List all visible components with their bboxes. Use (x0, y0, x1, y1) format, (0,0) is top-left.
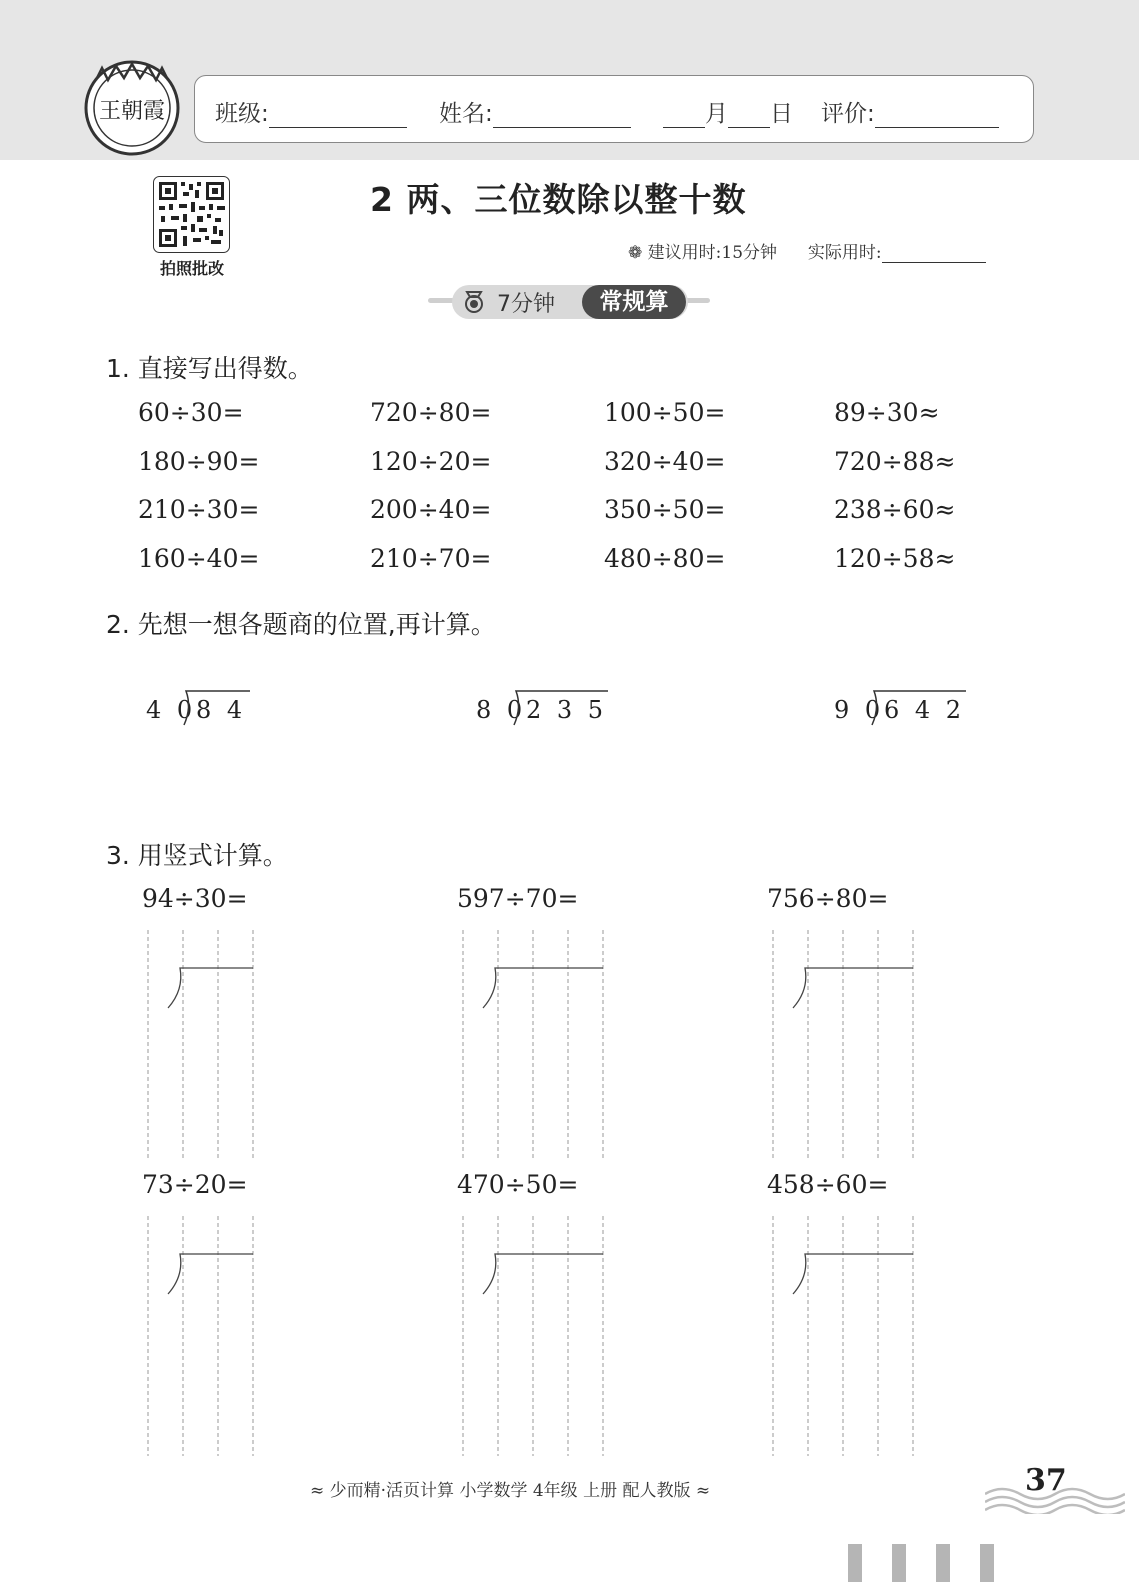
day-field[interactable] (728, 101, 770, 128)
work-grid[interactable] (765, 930, 925, 1158)
q1-item: 720÷88≈ (834, 447, 956, 476)
class-label: 班级: (215, 101, 269, 127)
q2-heading: 2. 先想一想各题商的位置,再计算。 (106, 610, 496, 639)
dividend: 8 4 (196, 696, 247, 724)
wave-icon: ≈ (310, 1481, 330, 1501)
actual-time-label: 实际用时: (807, 243, 882, 263)
divisor: 9 0 (834, 696, 885, 724)
q1-item: 60÷30= (138, 398, 244, 427)
qr-code-icon[interactable] (153, 176, 230, 253)
divisor: 8 0 (476, 696, 527, 724)
q3-item: 756÷80= (767, 884, 889, 913)
student-info-box (194, 75, 1034, 143)
medal-icon (462, 290, 486, 314)
work-grid[interactable] (140, 1216, 260, 1456)
q1-item: 100÷50= (604, 398, 726, 427)
logo-text: 王朝霞 (98, 99, 166, 124)
name-field[interactable] (493, 101, 631, 128)
divisor: 4 0 (146, 696, 197, 724)
q1-item: 210÷30= (138, 495, 260, 524)
edge-tab (892, 1544, 906, 1582)
work-grid[interactable] (455, 1216, 615, 1456)
wave-icon: ≈ (690, 1481, 711, 1501)
pill-duration: 7分钟 (497, 292, 555, 317)
edge-tab (980, 1544, 994, 1582)
q1-item: 480÷80= (604, 544, 726, 573)
work-grid[interactable] (455, 930, 615, 1158)
month-field[interactable] (663, 101, 705, 128)
day-label: 日 (770, 101, 793, 127)
q1-item: 160÷40= (138, 544, 260, 573)
edge-tab (848, 1544, 862, 1582)
q1-item: 320÷40= (604, 447, 726, 476)
page-title: 2 两、三位数除以整十数 (370, 180, 747, 219)
q3-item: 470÷50= (457, 1170, 579, 1199)
work-grid[interactable] (140, 930, 260, 1158)
q3-item: 94÷30= (142, 884, 248, 913)
q3-heading: 3. 用竖式计算。 (106, 841, 288, 870)
q1-heading: 1. 直接写出得数。 (106, 354, 313, 383)
q1-item: 120÷58≈ (834, 544, 956, 573)
month-label: 月 (705, 101, 728, 127)
page-number: 37 (1025, 1463, 1067, 1498)
q1-item: 200÷40= (370, 495, 492, 524)
actual-time-field[interactable] (882, 244, 986, 263)
logo-emblem (82, 58, 182, 158)
q1-item: 720÷80= (370, 398, 492, 427)
q1-item: 180÷90= (138, 447, 260, 476)
dividend: 6 4 2 (884, 696, 966, 724)
q1-item: 210÷70= (370, 544, 492, 573)
q1-item: 89÷30≈ (834, 398, 940, 427)
q3-item: 73÷20= (142, 1170, 248, 1199)
q1-item: 238÷60≈ (834, 495, 956, 524)
rating-field[interactable] (875, 101, 999, 128)
class-field[interactable] (269, 101, 407, 128)
q3-item: 458÷60= (767, 1170, 889, 1199)
q1-item: 120÷20= (370, 447, 492, 476)
q3-item: 597÷70= (457, 884, 579, 913)
q1-item: 350÷50= (604, 495, 726, 524)
rating-label: 评价: (821, 101, 875, 127)
footer (310, 1476, 710, 1501)
photo-grade-label: 拍照批改 (159, 259, 224, 278)
time-info (628, 238, 986, 263)
flower-icon: ❁ (628, 243, 643, 263)
dividend: 2 3 5 (526, 696, 608, 724)
pill-tag: 常规算 (582, 285, 686, 319)
work-grid[interactable] (765, 1216, 925, 1456)
suggested-time: 建议用时:15分钟 (647, 243, 778, 263)
name-label: 姓名: (439, 101, 493, 127)
footer-text: 少而精·活页计算 小学数学 4年级 上册 配人教版 (329, 1481, 691, 1501)
edge-tab (936, 1544, 950, 1582)
